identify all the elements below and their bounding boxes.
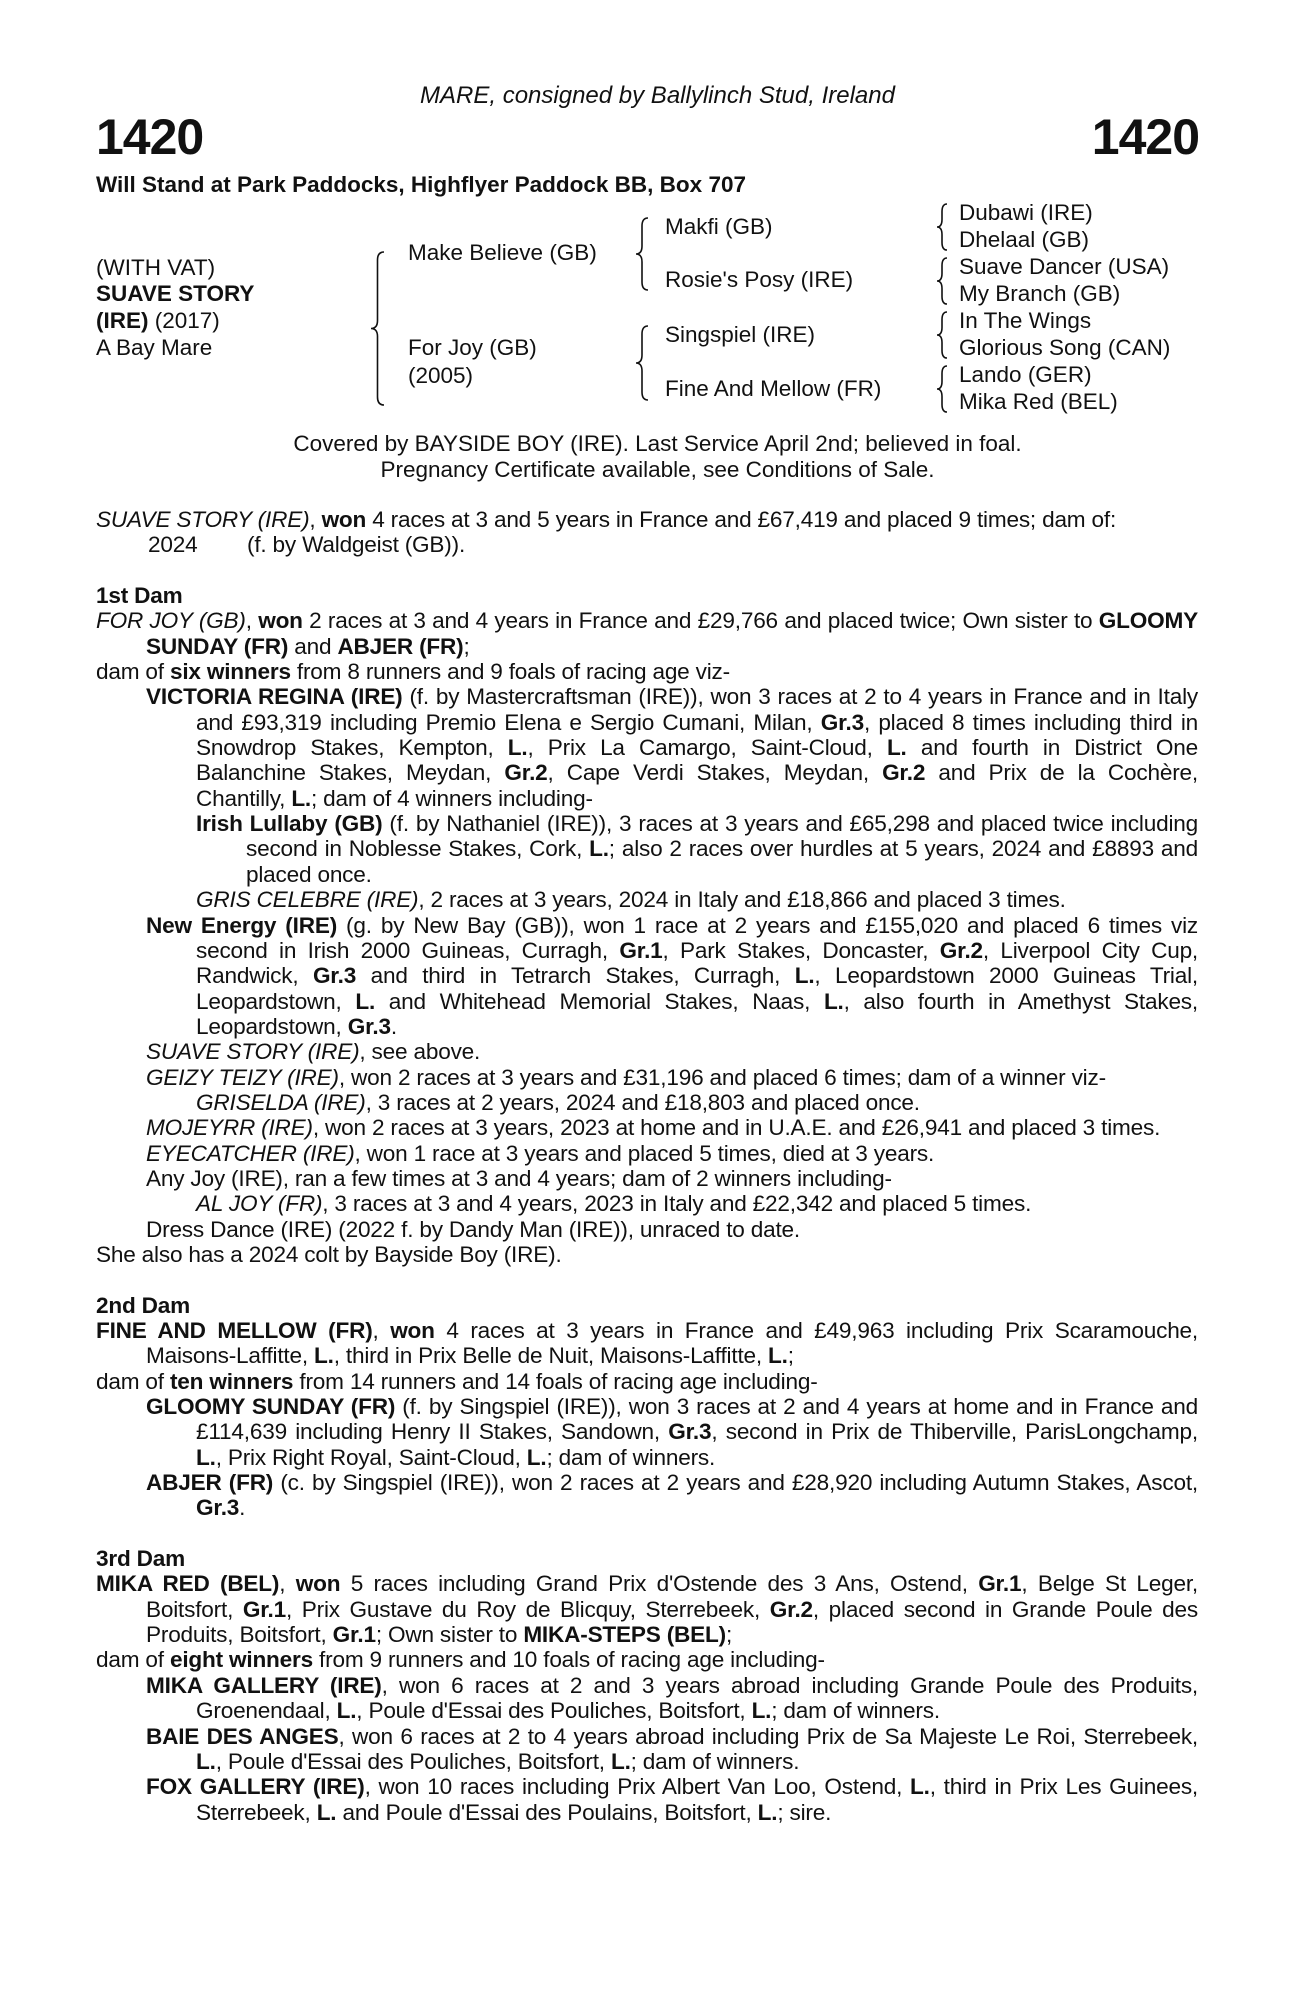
bold-text: won xyxy=(258,608,303,634)
pedigree-gen3: Glorious Song (CAN) xyxy=(959,334,1171,360)
bold-text: Gr.1 xyxy=(332,1622,376,1648)
dam-heading: 2nd Dam xyxy=(96,1292,191,1318)
text-run: , Leopardstown 2000 Guineas Trial, Leopardstown, xyxy=(196,963,1199,1014)
bold-text: VICTORIA REGINA (IRE) xyxy=(146,684,403,710)
text-run: , xyxy=(372,1318,391,1343)
bold-text: L. xyxy=(589,836,609,862)
text-run: ; xyxy=(725,1622,733,1648)
text-run: and fourth in District One Balanchine Stakes, Meydan, xyxy=(196,735,1199,786)
bold-text: L. xyxy=(910,1774,930,1800)
text-run: and Whitehead Memorial Stakes, Naas, xyxy=(375,988,824,1014)
text-run: 4 races at 3 years in France and £49,963 including Prix Scaramouche, Maisons-Laffitte, xyxy=(146,1318,1198,1369)
pedigree-entry xyxy=(96,1369,1198,1394)
text-run: ; xyxy=(463,633,470,659)
pedigree-entry xyxy=(96,1673,1198,1724)
italic-text: GEIZY TEIZY (IRE) xyxy=(146,1064,339,1090)
text-run: , placed second in Grande Poule des Produits, Boitsfort, xyxy=(146,1596,1198,1648)
text-run: ; dam of winners. xyxy=(546,1444,716,1470)
text-run: from 14 runners and 14 foals of racing age including- xyxy=(293,1368,818,1394)
bold-text: L. xyxy=(757,1799,778,1825)
text-run: (f. by Nathaniel (IRE)), 3 races at 3 years and £65,298 and placed twice including second in Noblesse Stakes, Cork, xyxy=(246,811,1198,862)
bold-text: GLOOMY SUNDAY (FR) xyxy=(146,1394,396,1420)
dam-heading: 1st Dam xyxy=(96,583,183,609)
bold-text: ABJER (FR) xyxy=(146,1470,274,1496)
text-run: , xyxy=(279,1571,296,1597)
text-run: , Poule d'Essai des Pouliches, Boitsfort, xyxy=(215,1748,611,1774)
text-run: ; dam of winners. xyxy=(771,1698,940,1724)
text-run: Any Joy (IRE), ran a few times at 3 and 4 years; dam of 2 winners including- xyxy=(146,1165,892,1191)
text-run: ; dam of 4 winners including- xyxy=(311,785,593,811)
dam-heading: 3rd Dam xyxy=(96,1546,186,1572)
text-run: . xyxy=(239,1495,246,1521)
text-run: , Prix La Camargo, Saint-Cloud, xyxy=(527,735,887,761)
horse-summary xyxy=(96,507,1198,532)
bold-text: Gr.1 xyxy=(978,1571,1022,1597)
pedigree-entry xyxy=(96,1242,1198,1267)
bold-text: Irish Lullaby (GB) xyxy=(196,811,383,837)
text-run: ; sire. xyxy=(777,1799,832,1825)
bold-text: Gr.1 xyxy=(619,937,663,963)
pedigree-dam: For Joy (GB) xyxy=(408,334,537,360)
text-run: , won 2 races at 3 years, 2023 at home and in U.A.E. and £26,941 and placed 3 times. xyxy=(312,1115,1161,1141)
bold-text: ABJER (FR) xyxy=(337,633,464,659)
bold-text: Gr.3 xyxy=(668,1419,712,1445)
text-run: , see above. xyxy=(359,1039,481,1065)
bold-text: L. xyxy=(196,1748,216,1774)
pedigree-entry xyxy=(96,1571,1198,1647)
italic-text: FOR JOY (GB) xyxy=(96,608,246,634)
bold-text: MIKA-STEPS (BEL) xyxy=(523,1622,726,1648)
bold-text: ten winners xyxy=(169,1368,294,1394)
horse-name: SUAVE STORY xyxy=(96,280,255,306)
text-run: , Liverpool City Cup, Randwick, xyxy=(196,937,1199,989)
bold-text: FOX GALLERY (IRE) xyxy=(146,1774,365,1800)
bold-text: L. xyxy=(610,1748,631,1774)
pedigree-brace-icon xyxy=(935,310,949,360)
text-run: and xyxy=(288,633,338,659)
pedigree-entry xyxy=(96,1141,1198,1166)
bold-text: GLOOMY SUNDAY (FR) xyxy=(146,608,1199,659)
pedigree-entry xyxy=(96,1724,1198,1775)
text-run: (f. by Singspiel (IRE)), won 3 races at 2 and 4 years at home and in France and £114,639 including Henry II Stakes, Sandown, xyxy=(196,1394,1198,1445)
bold-text: L. xyxy=(886,735,907,761)
text-run: ; dam of winners. xyxy=(630,1748,800,1774)
text-run: , won 1 race at 3 years and placed 5 times, died at 3 years. xyxy=(354,1140,935,1166)
bold-text: Gr.2 xyxy=(882,760,926,786)
lot-number-left: 1420 xyxy=(96,109,204,165)
covering-note: Covered by BAYSIDE BOY (IRE). Last Service April 2nd; believed in foal. xyxy=(293,430,1022,456)
italic-text: MOJEYRR (IRE) xyxy=(146,1115,313,1141)
pedigree-gen3: My Branch (GB) xyxy=(959,280,1121,306)
bold-text: won xyxy=(321,507,367,532)
bold-text: won xyxy=(390,1318,435,1343)
text-run: ; also 2 races over hurdles at 5 years, 2024 and £8893 and placed once. xyxy=(246,836,1198,887)
pedigree-brace-icon xyxy=(935,202,949,252)
bold-text: Gr.3 xyxy=(820,709,864,735)
text-run: , Poule d'Essai des Pouliches, Boitsfort, xyxy=(356,1698,752,1724)
pedigree-entry xyxy=(96,1166,1198,1191)
text-run: , also fourth in Amethyst Stakes, Leopardstown, xyxy=(196,988,1198,1039)
pedigree-dam-sire: Singspiel (IRE) xyxy=(665,321,816,347)
pedigree-brace-icon xyxy=(935,256,949,306)
italic-text: GRIS CELEBRE (IRE) xyxy=(196,887,419,913)
pedigree-entry xyxy=(96,608,1198,659)
text-run: dam of xyxy=(96,659,170,685)
pedigree-entry xyxy=(96,811,1198,887)
italic-text: GRISELDA (IRE) xyxy=(196,1089,366,1115)
stabling-location: Will Stand at Park Paddocks, Highflyer Paddock BB, Box 707 xyxy=(96,172,746,197)
pedigree-brace-icon xyxy=(369,250,386,407)
pedigree-entry xyxy=(96,1039,1198,1064)
bold-text: New Energy (IRE) xyxy=(146,912,338,938)
produce-year: 2024 xyxy=(148,532,198,558)
bold-text: Gr.2 xyxy=(939,937,983,963)
vat-note: (WITH VAT) xyxy=(96,254,216,280)
text-run: , won 6 races at 2 and 3 years abroad including Grande Poule des Produits, Groenendaal, xyxy=(196,1672,1199,1724)
italic-text: SUAVE STORY (IRE) xyxy=(96,507,310,532)
pedigree-gen3: Mika Red (BEL) xyxy=(959,388,1118,414)
text-run: She also has a 2024 colt by Bayside Boy (IRE). xyxy=(96,1241,562,1267)
text-run: (g. by New Bay (GB)), won 1 race at 2 years and £155,020 and placed 6 times viz second in Irish 2000 Guineas, Curragh, xyxy=(196,912,1198,963)
bold-text: L. xyxy=(336,1698,357,1724)
text-run: , won 6 races at 2 to 4 years abroad including Prix de Sa Majeste Le Roi, Sterrebeek, xyxy=(338,1723,1199,1749)
text-run: , 3 races at 2 years, 2024 and £18,803 and placed once. xyxy=(365,1089,920,1115)
bold-text: eight winners xyxy=(169,1647,313,1673)
bold-text: Gr.3 xyxy=(347,1013,391,1039)
text-run: , third in Prix Les Guinees, Sterrebeek, xyxy=(196,1774,1198,1825)
bold-text: MIKA GALLERY (IRE) xyxy=(146,1672,382,1698)
pedigree-entry xyxy=(96,1774,1198,1825)
text-run: and Prix de la Cochère, Chantilly, xyxy=(196,760,1198,811)
pedigree-gen3: Lando (GER) xyxy=(959,361,1092,387)
pedigree-entry xyxy=(96,1318,1198,1369)
pedigree-entry xyxy=(96,1115,1198,1140)
text-run: , Prix Gustave du Roy de Blicquy, Sterrebeek, xyxy=(286,1596,770,1622)
horse-origin xyxy=(96,307,220,333)
bold-text: L. xyxy=(355,988,376,1014)
horse-year: (2017) xyxy=(148,307,220,333)
text-run: ; Own sister to xyxy=(375,1622,524,1648)
text-run: (c. by Singspiel (IRE)), won 2 races at 2 years and £28,920 including Autumn Stakes, Ascot, xyxy=(273,1470,1199,1496)
text-run: from 9 runners and 10 foals of racing age including- xyxy=(312,1647,825,1673)
text-run: Dress Dance (IRE) (2022 f. by Dandy Man (IRE)), unraced to date. xyxy=(146,1216,800,1242)
text-run: , Cape Verdi Stakes, Meydan, xyxy=(547,760,883,786)
lot-number-right: 1420 xyxy=(1091,109,1199,165)
bold-text: L. xyxy=(526,1444,547,1470)
bold-text: Gr.1 xyxy=(242,1596,286,1622)
pregnancy-note: Pregnancy Certificate available, see Conditions of Sale. xyxy=(380,456,935,482)
text-run: , Prix Right Royal, Saint-Cloud, xyxy=(215,1444,527,1470)
text-run: . xyxy=(390,1013,397,1039)
consignor-line: MARE, consigned by Ballylinch Stud, Ireland xyxy=(420,82,895,109)
text-run: (f. by Mastercraftsman (IRE)), won 3 races at 2 to 4 years in France and in Italy and £93,319 including Premio Elena e Sergio Cumani, Milan, xyxy=(196,684,1198,735)
bold-text: L. xyxy=(314,1343,334,1369)
text-run: 4 races at 3 and 5 years in France and £67,419 and placed 9 times; dam of: xyxy=(366,507,1117,532)
pedigree-entry xyxy=(96,684,1198,811)
pedigree-sire-dam: Rosie's Posy (IRE) xyxy=(665,266,854,292)
pedigree-sire: Make Believe (GB) xyxy=(408,239,597,265)
pedigree-entry xyxy=(96,1191,1198,1216)
italic-text: AL JOY (FR) xyxy=(196,1191,323,1217)
text-run: 2 races at 3 and 4 years in France and £29,766 and placed twice; Own sister to xyxy=(302,608,1099,634)
pedigree-entry xyxy=(96,1090,1198,1115)
bold-text: six winners xyxy=(169,659,291,685)
bold-text: BAIE DES ANGES xyxy=(146,1723,339,1749)
bold-text: L. xyxy=(291,785,312,811)
produce-row xyxy=(96,532,1198,557)
text-run: from 8 runners and 9 foals of racing age viz- xyxy=(290,659,730,685)
bold-text: Gr.3 xyxy=(312,963,357,989)
pedigree-entry xyxy=(96,1394,1198,1470)
bold-text: MIKA RED (BEL) xyxy=(96,1571,280,1597)
bold-text: L. xyxy=(196,1444,216,1470)
pedigree-entry xyxy=(96,913,1198,1040)
bold-text: L. xyxy=(751,1698,772,1724)
text-run: 5 races including Grand Prix d'Ostende des 3 Ans, Ostend, xyxy=(340,1571,979,1597)
bold-text: L. xyxy=(316,1799,337,1825)
text-run: , 3 races at 3 and 4 years, 2023 in Italy and £22,342 and placed 5 times. xyxy=(322,1191,1032,1217)
pedigree-entry xyxy=(96,1217,1198,1242)
italic-text: EYECATCHER (IRE) xyxy=(146,1140,355,1166)
text-run: , placed 8 times including third in Snowdrop Stakes, Kempton, xyxy=(196,709,1199,761)
text-run: , xyxy=(245,608,259,634)
bold-text: FINE AND MELLOW (FR) xyxy=(96,1318,373,1343)
text-run: dam of xyxy=(96,1368,170,1394)
text-run: , Park Stakes, Doncaster, xyxy=(662,937,940,963)
pedigree-entry xyxy=(96,1647,1198,1672)
bold-text: Gr.2 xyxy=(769,1596,813,1622)
text-run: , Belge St Leger, Boitsfort, xyxy=(146,1571,1198,1622)
produce-description: (f. by Waldgeist (GB)). xyxy=(247,532,466,558)
pedigree-gen3: Dhelaal (GB) xyxy=(959,226,1090,252)
pedigree-entry xyxy=(96,887,1198,912)
pedigree-entry xyxy=(96,659,1198,684)
pedigree-brace-icon xyxy=(634,216,650,292)
pedigree-brace-icon xyxy=(634,324,650,402)
text-run: , xyxy=(309,507,322,532)
catalogue-body xyxy=(96,507,1198,1825)
bold-text: Gr.2 xyxy=(504,760,548,786)
text-run: , won 2 races at 3 years and £31,196 and placed 6 times; dam of a winner viz- xyxy=(338,1064,1106,1090)
bold-text: L. xyxy=(768,1343,788,1369)
italic-text: SUAVE STORY (IRE) xyxy=(146,1039,360,1065)
pedigree-entry xyxy=(96,1470,1198,1521)
pedigree-dam-dam: Fine And Mellow (FR) xyxy=(665,375,882,401)
pedigree-dam-year: (2005) xyxy=(408,362,474,388)
text-run: , third in Prix Belle de Nuit, Maisons-Laffitte, xyxy=(333,1343,769,1369)
bold-text: L. xyxy=(794,963,815,989)
bold-text: Gr.3 xyxy=(196,1495,240,1521)
text-run: and Poule d'Essai des Poulains, Boitsfort, xyxy=(336,1799,758,1825)
text-run: and third in Tetrarch Stakes, Curragh, xyxy=(356,963,795,989)
text-run: ; xyxy=(787,1343,794,1369)
text-run: , second in Prix de Thiberville, ParisLongchamp, xyxy=(711,1419,1198,1445)
text-run: , won 10 races including Prix Albert Van Loo, Ostend, xyxy=(364,1774,911,1800)
pedigree-brace-icon xyxy=(935,364,949,414)
pedigree-gen3: Suave Dancer (USA) xyxy=(959,253,1170,279)
horse-description: A Bay Mare xyxy=(96,334,213,360)
text-run: , 2 races at 3 years, 2024 in Italy and £18,866 and placed 3 times. xyxy=(418,887,1066,913)
pedigree-gen3: In The Wings xyxy=(959,307,1092,333)
pedigree-gen3: Dubawi (IRE) xyxy=(959,199,1093,225)
bold-text: won xyxy=(295,1571,341,1597)
horse-country: (IRE) xyxy=(96,307,149,333)
pedigree-entry xyxy=(96,1065,1198,1090)
bold-text: L. xyxy=(507,735,528,761)
text-run: dam of xyxy=(96,1647,170,1673)
bold-text: L. xyxy=(823,988,844,1014)
pedigree-sire-sire: Makfi (GB) xyxy=(665,213,773,239)
